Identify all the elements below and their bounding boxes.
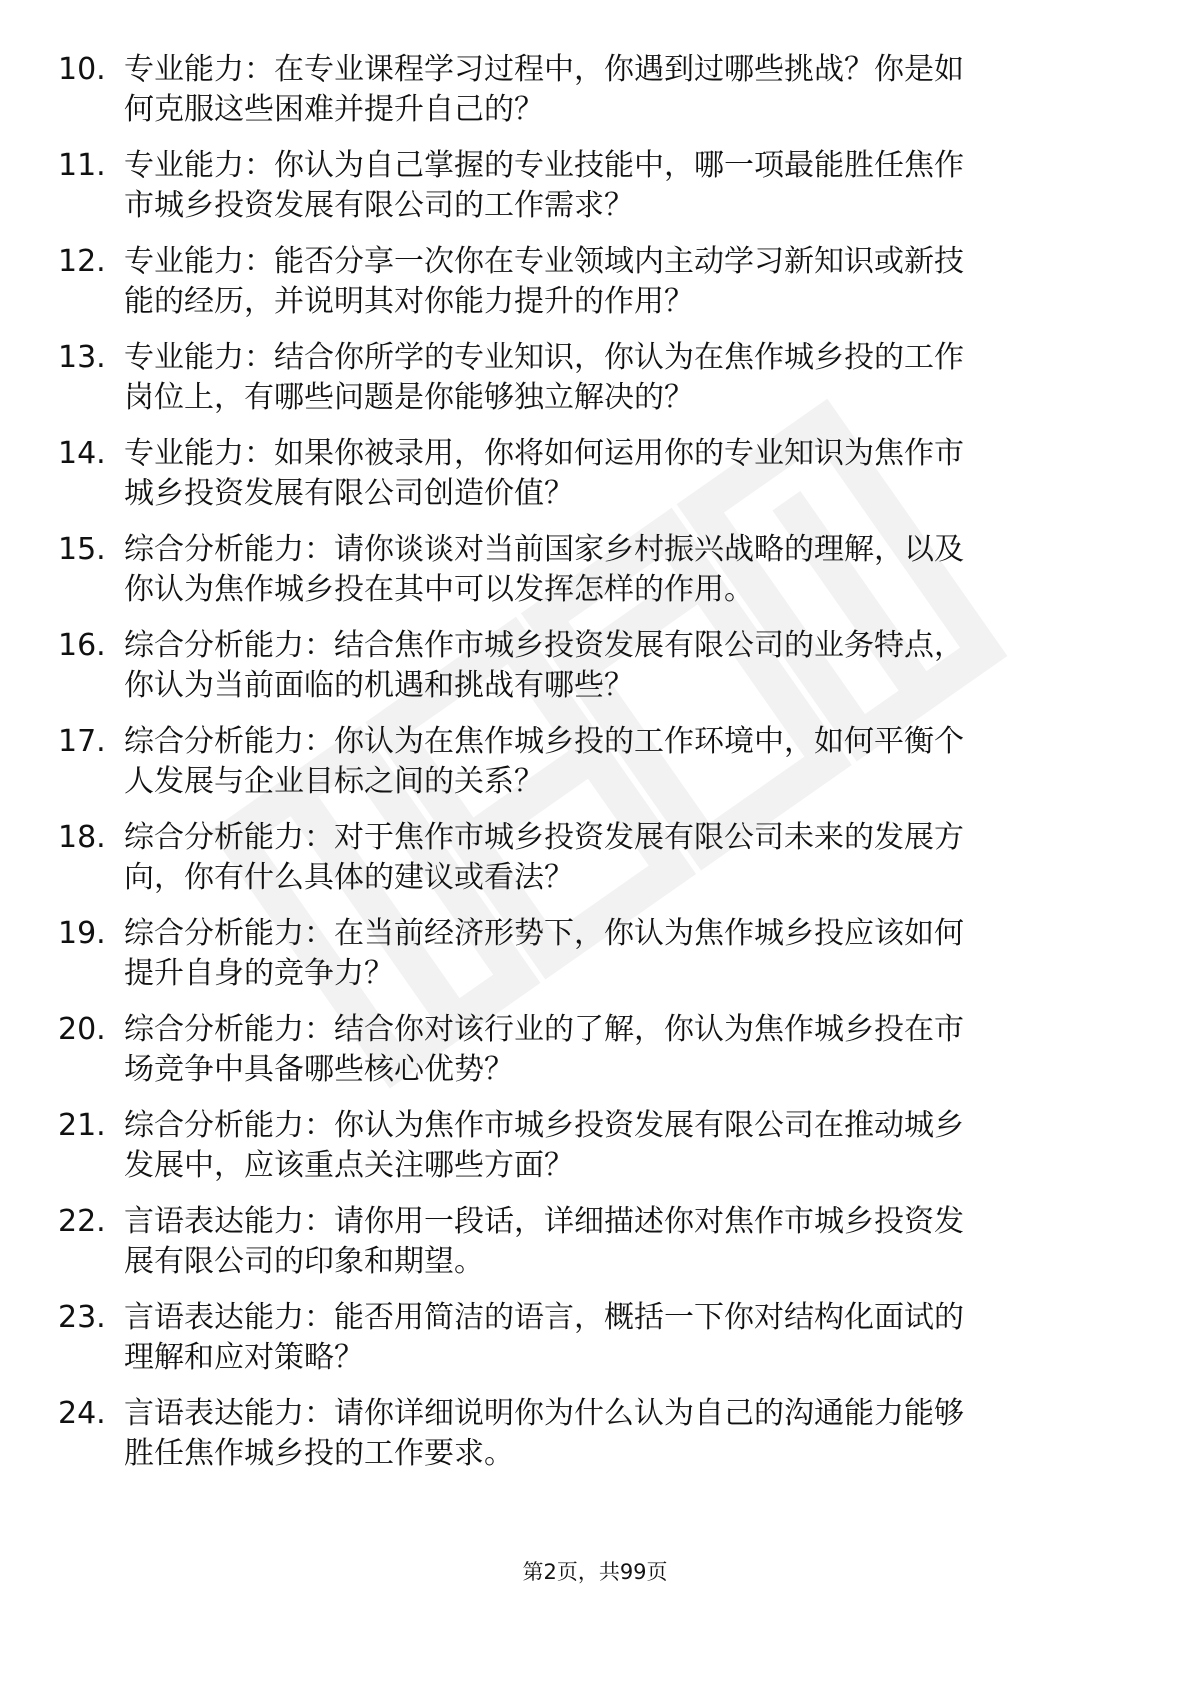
question-number: 14.: [58, 436, 106, 471]
question-text-line-1: 专业能力：能否分享一次你在专业领域内主动学习新知识或新技: [124, 244, 964, 279]
question-number: 18.: [58, 820, 106, 855]
question-item: [0, 722, 1190, 822]
question-item: [0, 1106, 1190, 1206]
question-text-line-1: 专业能力：如果你被录用，你将如何运用你的专业知识为焦作市: [124, 436, 964, 471]
question-text-line-1: 综合分析能力：结合你对该行业的了解，你认为焦作城乡投在市: [124, 1012, 964, 1047]
question-item: [0, 434, 1190, 534]
question-text-line-1: 言语表达能力：请你详细说明你为什么认为自己的沟通能力能够: [124, 1396, 964, 1431]
question-text-line-2: 市城乡投资发展有限公司的工作需求？: [124, 188, 634, 223]
question-text-line-2: 发展中，应该重点关注哪些方面？: [124, 1148, 574, 1183]
question-item: [0, 818, 1190, 918]
question-item: [0, 914, 1190, 1014]
question-number: 22.: [58, 1204, 106, 1239]
question-item: [0, 1298, 1190, 1398]
question-number: 24.: [58, 1396, 106, 1431]
question-text-line-2: 人发展与企业目标之间的关系？: [124, 764, 544, 799]
question-text-line-2: 场竞争中具备哪些核心优势？: [124, 1052, 514, 1087]
question-text-line-1: 综合分析能力：结合焦作市城乡投资发展有限公司的业务特点，: [124, 628, 964, 663]
question-item: [0, 50, 1190, 150]
question-item: [0, 530, 1190, 630]
question-number: 17.: [58, 724, 106, 759]
question-number: 12.: [58, 244, 106, 279]
page-footer: 第2页，共99页: [522, 1560, 668, 1584]
question-number: 11.: [58, 148, 106, 183]
question-text-line-2: 提升自身的竞争力？: [124, 956, 394, 991]
question-item: [0, 146, 1190, 246]
question-text-line-1: 专业能力：你认为自己掌握的专业技能中，哪一项最能胜任焦作: [124, 148, 964, 183]
question-text-line-2: 岗位上，有哪些问题是你能够独立解决的？: [124, 380, 694, 415]
question-number: 13.: [58, 340, 106, 375]
question-text-line-1: 综合分析能力：你认为焦作市城乡投资发展有限公司在推动城乡: [124, 1108, 964, 1143]
question-text-line-1: 综合分析能力：请你谈谈对当前国家乡村振兴战略的理解，以及: [124, 532, 964, 567]
question-item: [0, 1202, 1190, 1302]
question-text-line-1: 专业能力：结合你所学的专业知识，你认为在焦作城乡投的工作: [124, 340, 964, 375]
question-number: 15.: [58, 532, 106, 567]
question-number: 21.: [58, 1108, 106, 1143]
question-text-line-2: 胜任焦作城乡投的工作要求。: [124, 1436, 514, 1471]
question-item: [0, 1394, 1190, 1494]
question-item: [0, 242, 1190, 342]
question-text-line-2: 理解和应对策略？: [124, 1340, 364, 1375]
question-text-line-1: 言语表达能力：请你用一段话，详细描述你对焦作市城乡投资发: [124, 1204, 964, 1239]
question-item: [0, 626, 1190, 726]
question-number: 19.: [58, 916, 106, 951]
question-text-line-1: 综合分析能力：在当前经济形势下，你认为焦作城乡投应该如何: [124, 916, 964, 951]
question-item: [0, 338, 1190, 438]
question-text-line-2: 城乡投资发展有限公司创造价值？: [124, 476, 574, 511]
question-text-line-1: 综合分析能力：对于焦作市城乡投资发展有限公司未来的发展方: [124, 820, 964, 855]
question-text-line-2: 何克服这些困难并提升自己的？: [124, 92, 544, 127]
question-text-line-1: 言语表达能力：能否用简洁的语言，概括一下你对结构化面试的: [124, 1300, 964, 1335]
question-item: [0, 1010, 1190, 1110]
question-text-line-2: 你认为当前面临的机遇和挑战有哪些？: [124, 668, 634, 703]
question-text-line-2: 展有限公司的印象和期望。: [124, 1244, 484, 1279]
question-text-line-1: 综合分析能力：你认为在焦作城乡投的工作环境中，如何平衡个: [124, 724, 964, 759]
question-number: 20.: [58, 1012, 106, 1047]
question-text-line-2: 你认为焦作城乡投在其中可以发挥怎样的作用。: [124, 572, 754, 607]
question-text-line-2: 向，你有什么具体的建议或看法？: [124, 860, 574, 895]
question-number: 23.: [58, 1300, 106, 1335]
question-number: 16.: [58, 628, 106, 663]
question-text-line-1: 专业能力：在专业课程学习过程中，你遇到过哪些挑战？你是如: [124, 52, 964, 87]
question-text-line-2: 能的经历，并说明其对你能力提升的作用？: [124, 284, 694, 319]
question-number: 10.: [58, 52, 106, 87]
